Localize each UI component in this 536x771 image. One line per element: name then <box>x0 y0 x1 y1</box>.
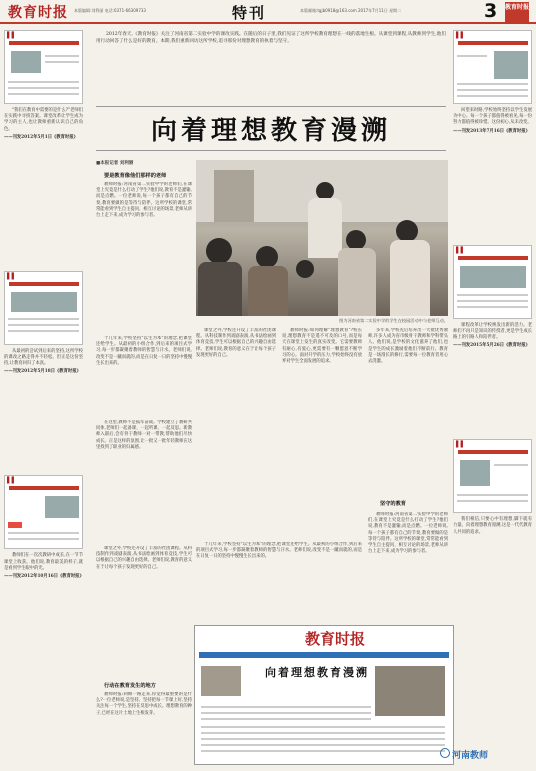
masthead-logo: 教育时报 <box>8 5 68 21</box>
article-column-1a: 教师时报:河南省第二实验中学的老师们,在课堂上究竟是什么打动了学生?他们说,教育不是灌输,而是点燃。一位老师说,每一个孩子都有自己的节奏,教育要做的是等待与陪伴。这所学校的课堂,常常能看到学生自主提问、相互讨论的场景,老师从讲台上走下来,成为学习的参与者。 <box>96 182 192 219</box>
article-column-3: 教师时报:如何理解"理想教育"?校长说,理想教育不是遥不可及的口号,而是每天在课堂上发生的真实改变。它需要教师有耐心,有爱心,更需要有一颗愿意不断学习的心。面对升学的压力,学校始终没有放弃对学生全面发展的追求。 <box>282 328 362 365</box>
archive-item <box>4 475 83 580</box>
wechat-logo-icon <box>440 748 450 758</box>
archive-item <box>4 271 83 376</box>
article-column-2: 课堂之外,学校还开设了丰富的社团课程。从科技制作到戏剧表演,从书法绘画到体育竞技,学生可以根据自己的兴趣自由选择。老师们说,教育的意义在于让每个孩子发现更好的自己。 <box>196 328 276 358</box>
archive-date: ——刊发2013年7月16日《教育时报》 <box>453 128 530 134</box>
section-title: 特刊 <box>232 4 267 22</box>
right-column <box>453 30 532 765</box>
divider <box>96 106 446 107</box>
subhead-1: 要是教育像他们那样的老师 <box>104 173 167 179</box>
archive-text: 回望来时路,学校始终坚持以学生发展为中心。每一个孩子都值得被看见,每一份努力都值得被珍惜。这份初心,从未改变。 <box>453 108 532 126</box>
thumb-masthead-icon: ▌▌ <box>7 272 17 280</box>
archive-date: ——刊发2012年5月1日《教育时报》 <box>4 134 78 140</box>
inset-newspaper[interactable] <box>194 625 454 765</box>
article-column-1d: 课堂之外,学校还开设了丰富的社团课程。从科技制作到戏剧表演,从书法绘画到体育竞技,学生可以根据自己的兴趣自由选择。老师们说,教育的意义在于让每个孩子发现更好的自己。 <box>96 546 192 570</box>
archive-item <box>453 30 532 135</box>
archive-date: ——刊发2012年5月18日《教育时报》 <box>4 369 81 375</box>
divider <box>96 150 446 151</box>
thumb-masthead-icon: ▌▌ <box>456 246 466 254</box>
subhead-3: 行动在教育发生的地方 <box>104 683 156 689</box>
archive-thumbnail[interactable] <box>4 30 83 104</box>
article-column-2b: 十几年来,学校坚持"以生为本"的理念,把课堂还给学生。从最初的小组合作,到后来的项目式学习,每一步都凝聚着教师的智慧与汗水。老师们说,改变不是一蹴而就的,而是在日复一日的坚持中慢慢生长出来的。 <box>196 542 362 560</box>
photo-icon <box>460 460 490 486</box>
archive-text: 从最初的尝试到后来的坚持,这所学校的课改之路走得并不轻松。但正是这份坚持,让教育回归了本真。 <box>4 348 83 367</box>
left-column <box>4 30 83 765</box>
headline: 向着理想教育漫溯 <box>150 116 391 146</box>
archive-thumbnail[interactable] <box>453 245 532 319</box>
thumb-masthead-icon: ▌▌ <box>456 32 466 39</box>
archive-text: 课程改革让学校焕发出新的活力。老师们不再只是知识的传授者,更是学生成长路上的引路人和陪伴者。 <box>453 322 532 341</box>
header-left-meta: 本版编辑:刘利丽 电话:0371-66309733 <box>74 8 146 13</box>
archive-item <box>453 245 532 350</box>
photo-icon <box>375 666 445 716</box>
photo-icon <box>201 666 241 696</box>
subhead-2: 坚守的教育 <box>380 501 406 507</box>
intro-paragraph: 2012年春天,《教育时报》关注了河南省第二实验中学的课改实践。在随后的日子里,我们见证了这所学校教育理想在一线的落地生根。从课堂到课程,从教师到学生,他们用行动回答了什么是好的教育。本期,我们重新回访这所学校,追寻那份对理想教育的执着与坚守。 <box>96 32 446 44</box>
thumb-masthead-icon: ▌▌ <box>7 477 17 485</box>
archive-date: ——刊发2012年10月16日《教育时报》 <box>4 574 84 580</box>
thumb-masthead-icon: ▌▌ <box>456 441 466 449</box>
photo-icon <box>494 51 528 79</box>
header-right-meta: 本版邮箱:tgjb0918@163.com 2017年7月11日 星期二 <box>300 8 402 13</box>
page-header <box>0 0 536 24</box>
archive-thumbnail[interactable] <box>453 439 532 513</box>
photo-icon <box>45 496 79 518</box>
archive-item <box>453 439 532 536</box>
article-column-1c: 在这里,教师不是孤军奋战。学校建立了教研共同体,老师们一起备课、一起听课、一起反思。新教师入职后,会有骨干教师一对一带教,帮助他们尽快成长。正是这样的氛围,让一批又一批年轻教师在这里找到了职业的归属感。 <box>96 420 192 450</box>
article-column-4: 多年来,学校先后培养出一大批优秀教师,许多人成为省市级骨干教师和学科带头人。他们说,是学校的文化滋养了他们,也是学生的成长激励着他们不断前行。教育是一场漫长的修行,需要每一位教育者用心去浇灌。 <box>368 328 448 365</box>
photo-caption: 图为河南省第二实验中学的学生在校园活动中与老师互动。 <box>339 318 448 323</box>
archive-text: 我们相信,只要心中有理想,脚下就有力量。向着理想教育漫溯,这是一代代教育人共同的追求。 <box>453 517 532 535</box>
archive-thumbnail[interactable] <box>453 30 532 104</box>
archive-text: "我们在教育中需要的是什么?"老师们在实践中寻找答案。课堂改革让学生成为学习的主人,也让教师重新认识自己的角色。 <box>4 108 83 132</box>
thumb-masthead-icon: ▌▌ <box>7 32 17 39</box>
inset-masthead: 教育时报 <box>305 630 366 648</box>
article-column-1b: 十几年来,学校坚持"以生为本"的理念,把课堂还给学生。从最初的小组合作,到后来的项目式学习,每一步都凝聚着教师的智慧与汗水。老师们说,改变不是一蹴而就的,而是在日复一日的坚持中慢慢生长出来的。 <box>96 336 192 366</box>
archive-thumbnail[interactable] <box>4 475 83 549</box>
archive-date: ——刊发2015年5月26日《教育时报》 <box>453 343 530 349</box>
main-photo <box>196 160 448 316</box>
archive-text: 教师们在一次次教研中成长,在一节节课堂上收获。他们说,教育最美的样子,就是看到学生眼中的光。 <box>4 553 83 571</box>
article-column-4b: 教师时报:河南省第二实验中学的老师们,在课堂上究竟是什么打动了学生?他们说,教育不是灌输,而是点燃。一位老师说,每一个孩子都有自己的节奏,教育要做的是等待与陪伴。这所学校的课堂,常常能看到学生自主提问、相互讨论的场景,老师从讲台上走下来,成为学习的参与者。 <box>368 512 448 555</box>
page-number: 3 <box>484 0 498 22</box>
stamp-logo: 教育时报 <box>505 2 529 22</box>
article-column-1e: 教师时报:回顾一路走来,你觉得最重要的是什么?一位老师说,是坚持。坚持把每一节课上好,坚持关注每一个学生,坚持在反思中成长。理想教育的种子,已经在这片土地上生根发芽。 <box>96 692 192 716</box>
inset-headline: 向着理想教育漫溯 <box>265 666 369 679</box>
byline: ■本报记者 刘利丽 <box>96 161 134 166</box>
photo-icon <box>11 51 41 73</box>
photo-icon <box>11 292 77 312</box>
archive-thumbnail[interactable] <box>4 271 83 345</box>
archive-item <box>4 30 83 141</box>
badge-icon <box>8 522 22 528</box>
photo-icon <box>460 266 526 288</box>
watermark: 河南教师 <box>452 751 489 761</box>
